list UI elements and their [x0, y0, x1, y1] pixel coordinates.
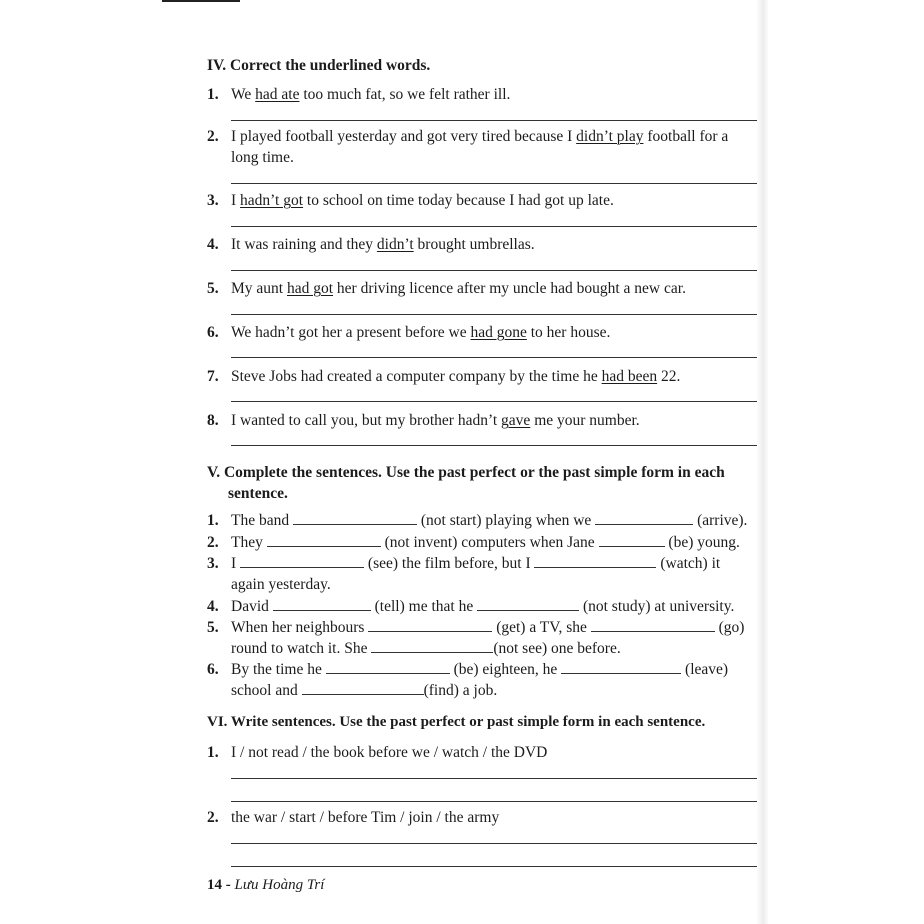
fill-blank[interactable]	[267, 532, 381, 547]
underlined-word: had gone	[470, 324, 527, 341]
item-number: 7.	[207, 368, 219, 385]
s4-item-7: 7. Steve Jobs had created a computer company by the time he had been 22.	[207, 368, 681, 385]
underlined-word: didn’t	[376, 236, 414, 253]
s6-item-2: 2. the war / start / before Tim / join / the army	[207, 809, 500, 826]
fill-blank[interactable]	[595, 510, 693, 525]
item-number: 5.	[207, 619, 219, 636]
s6-item-1: 1. I / not read / the book before we / watch / the DVD	[207, 744, 548, 761]
s4-item-2: 2. I played football yesterday and got very tired because I didn’t play football for a long time.	[207, 128, 729, 166]
underlined-word: hadn’t got	[240, 192, 304, 209]
s5-item-3: 3. I (see) the film before, but I (watch) it again yesterday.	[207, 555, 721, 593]
underlined-word: had got	[286, 280, 334, 297]
answer-line[interactable]	[231, 120, 757, 121]
answer-line[interactable]	[231, 778, 757, 779]
item-number: 3.	[207, 555, 219, 572]
underlined-word: gave	[501, 412, 531, 429]
underlined-word: didn’t play	[576, 128, 644, 145]
fill-blank[interactable]	[293, 510, 417, 525]
answer-line[interactable]	[231, 401, 757, 402]
answer-line[interactable]	[231, 445, 757, 446]
s4-item-5: 5. My aunt had got her driving licence after my uncle had bought a new car.	[207, 280, 686, 297]
page-number: 14 -	[207, 877, 231, 893]
s5-item-5: 5. When her neighbours (get) a TV, she (go) round to watch it. She (not see) one before.	[207, 619, 745, 657]
item-number: 1.	[207, 512, 219, 529]
section-4-heading: IV. Correct the underlined words.	[207, 57, 431, 74]
item-number: 1.	[207, 86, 219, 103]
fill-blank[interactable]	[368, 617, 492, 632]
section-5-heading: V. Complete the sentences. Use the past perfect or the past simple form in each sentence.	[207, 464, 725, 502]
s5-item-4: 4. David (tell) me that he (not study) at university.	[207, 598, 735, 615]
fill-blank[interactable]	[534, 553, 656, 568]
underlined-word: had ate	[255, 86, 300, 103]
s4-item-3: 3. I hadn’t got to school on time today because I had got up late.	[207, 192, 614, 209]
item-number: 1.	[207, 744, 219, 761]
top-rule	[162, 0, 240, 2]
author-name: Lưu Hoàng Trí	[234, 877, 325, 893]
fill-blank[interactable]	[302, 680, 424, 695]
section-6-heading: VI. Write sentences. Use the past perfect or past simple form in each sentence.	[207, 714, 706, 730]
s5-item-1: 1. The band (not start) playing when we (arrive).	[207, 512, 748, 529]
item-number: 6.	[207, 661, 219, 678]
page-footer	[207, 877, 324, 894]
answer-line[interactable]	[231, 226, 757, 227]
item-number: 4.	[207, 236, 219, 253]
answer-line[interactable]	[231, 843, 757, 844]
item-number: 8.	[207, 412, 219, 429]
answer-line[interactable]	[231, 801, 757, 802]
fill-blank[interactable]	[561, 659, 681, 674]
fill-blank[interactable]	[371, 638, 493, 653]
fill-blank[interactable]	[477, 596, 579, 611]
item-number: 3.	[207, 192, 219, 209]
fill-blank[interactable]	[240, 553, 364, 568]
item-number: 6.	[207, 324, 219, 341]
item-number: 2.	[207, 534, 219, 551]
s4-item-8: 8. I wanted to call you, but my brother hadn’t gave me your number.	[207, 412, 640, 429]
item-number: 2.	[207, 128, 219, 145]
answer-line[interactable]	[231, 314, 757, 315]
s4-item-1: 1. We had ate too much fat, so we felt rather ill.	[207, 86, 511, 103]
answer-line[interactable]	[231, 270, 757, 271]
underlined-word: had been	[601, 368, 658, 385]
fill-blank[interactable]	[591, 617, 715, 632]
answer-line[interactable]	[231, 183, 757, 184]
fill-blank[interactable]	[599, 532, 665, 547]
s5-item-6: 6. By the time he (be) eighteen, he (leave) school and (find) a job.	[207, 661, 729, 699]
fill-blank[interactable]	[273, 596, 371, 611]
item-number: 5.	[207, 280, 219, 297]
fill-blank[interactable]	[326, 659, 450, 674]
answer-line[interactable]	[231, 357, 757, 358]
s5-item-2: 2. They (not invent) computers when Jane (be) young.	[207, 534, 740, 551]
s4-item-6: 6. We hadn’t got her a present before we had gone to her house.	[207, 324, 611, 341]
s4-item-4: 4. It was raining and they didn’t brought umbrellas.	[207, 236, 535, 253]
answer-line[interactable]	[231, 866, 757, 867]
item-number: 4.	[207, 598, 219, 615]
item-number: 2.	[207, 809, 219, 826]
